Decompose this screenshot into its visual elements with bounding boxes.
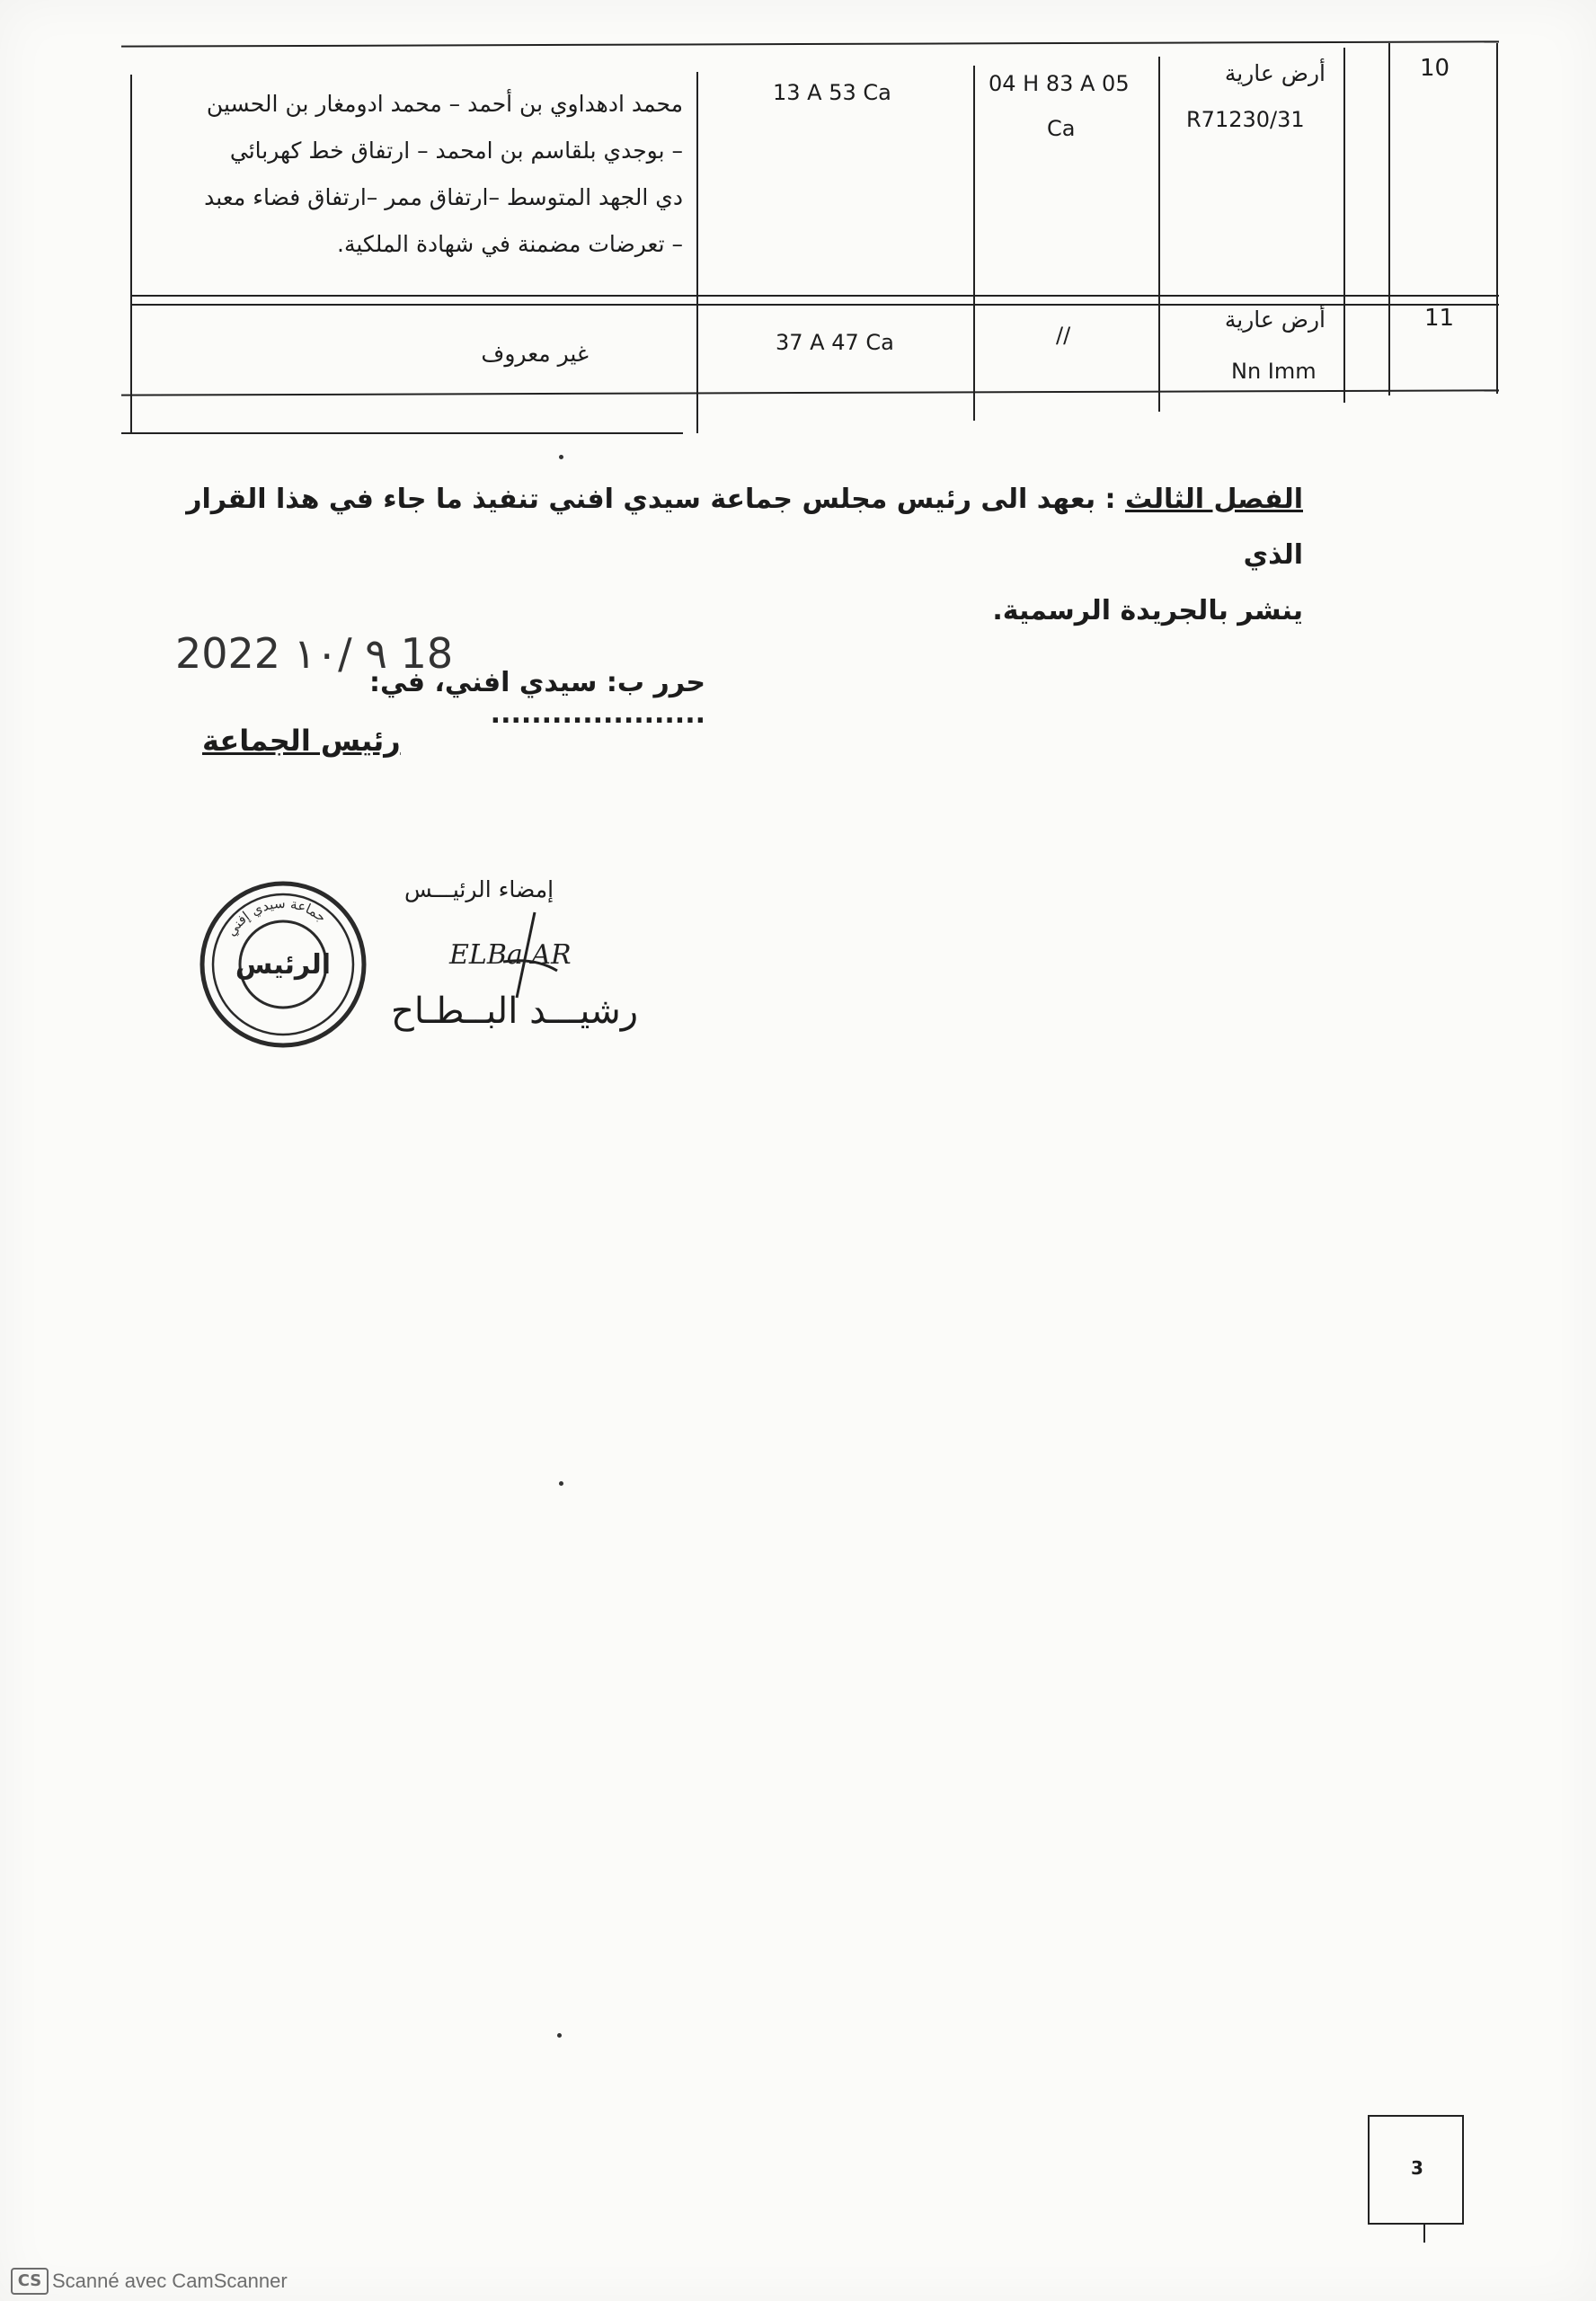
table-top-border — [121, 40, 1499, 47]
row-number: 11 — [1424, 305, 1455, 332]
owners-cell — [139, 81, 683, 268]
row-number: 10 — [1420, 55, 1450, 82]
signature-label: إمضاء الرئيـــس — [404, 876, 554, 902]
table-left-border — [130, 75, 132, 434]
table-col-divider-1 — [696, 72, 698, 433]
land-ref: R71230/31 — [1186, 107, 1305, 132]
page-number: 3 — [1411, 2157, 1423, 2179]
page-tick — [1423, 2223, 1425, 2243]
table-bottom-border — [121, 389, 1499, 395]
table-col-divider-2 — [973, 66, 975, 421]
owners-line: دي الجهد المتوسط –ارتفاق ممر –ارتفاق فضاء معبد — [204, 184, 683, 210]
article-heading: الفصل الثالث — [1124, 484, 1303, 515]
owners-line: – تعرضات مضمنة في شهادة الملكية. — [337, 231, 683, 257]
signatory-name: رشيـــد البــطـاح — [391, 991, 639, 1032]
article-line-2: ينشر بالجريدة الرسمية. — [992, 595, 1303, 626]
col-a-value-cont: Ca — [1047, 116, 1076, 141]
seal-center-text: الرئيس — [235, 949, 332, 981]
signature-scribble: ELBa AR — [449, 939, 572, 971]
article-three — [180, 472, 1303, 639]
land-type: أرض عارية — [1224, 307, 1326, 333]
written-at: حرر ب: سيدي افني، في: ..................... — [369, 667, 705, 730]
col-a-value: 04 H 83 A 05 — [989, 71, 1130, 96]
parcels-table — [121, 43, 1499, 435]
land-ref: Nn Imm — [1231, 359, 1317, 384]
area-value: 13 A 53 Ca — [773, 80, 891, 105]
camscanner-logo-icon: CS — [11, 2268, 49, 2295]
table-right-border — [1496, 43, 1498, 394]
seal-ring-text: جماعة سيدي إفني — [222, 894, 330, 939]
scanner-footer — [0, 2259, 1596, 2301]
scan-speck — [559, 455, 563, 459]
handwritten-date: 2022 ٩ /١٠ 18 — [175, 629, 454, 678]
scan-speck — [559, 1481, 563, 1486]
table-col-divider-5 — [1388, 43, 1390, 395]
owners-line: – بوجدي بلقاسم بن امحمد – ارتفاق خط كهربائي — [229, 138, 683, 164]
area-value: 37 A 47 Ca — [776, 330, 894, 355]
scanner-watermark: Scanné avec CamScanner — [52, 2270, 288, 2292]
land-type: أرض عارية — [1224, 60, 1326, 86]
municipal-seal-icon — [198, 879, 368, 1050]
article-text: : بعهد الى رئيس مجلس جماعة سيدي افني تنفيذ ما جاء في هذا القرار الذي — [186, 484, 1303, 571]
president-title: رئيس الجماعة — [202, 724, 401, 758]
scan-speck — [557, 2033, 562, 2038]
table-col-divider-3 — [1158, 57, 1160, 412]
table-row-divider — [130, 295, 1499, 297]
table-col-divider-4 — [1343, 48, 1345, 403]
owners-line: محمد ادهداوي بن أحمد – محمد ادومغار بن الحسين — [206, 91, 683, 117]
table-bottom-border-outer — [121, 432, 683, 434]
col-a-value: // — [1056, 323, 1071, 348]
owners-cell: غير معروف — [481, 341, 589, 367]
article-line-1 — [180, 472, 1303, 583]
